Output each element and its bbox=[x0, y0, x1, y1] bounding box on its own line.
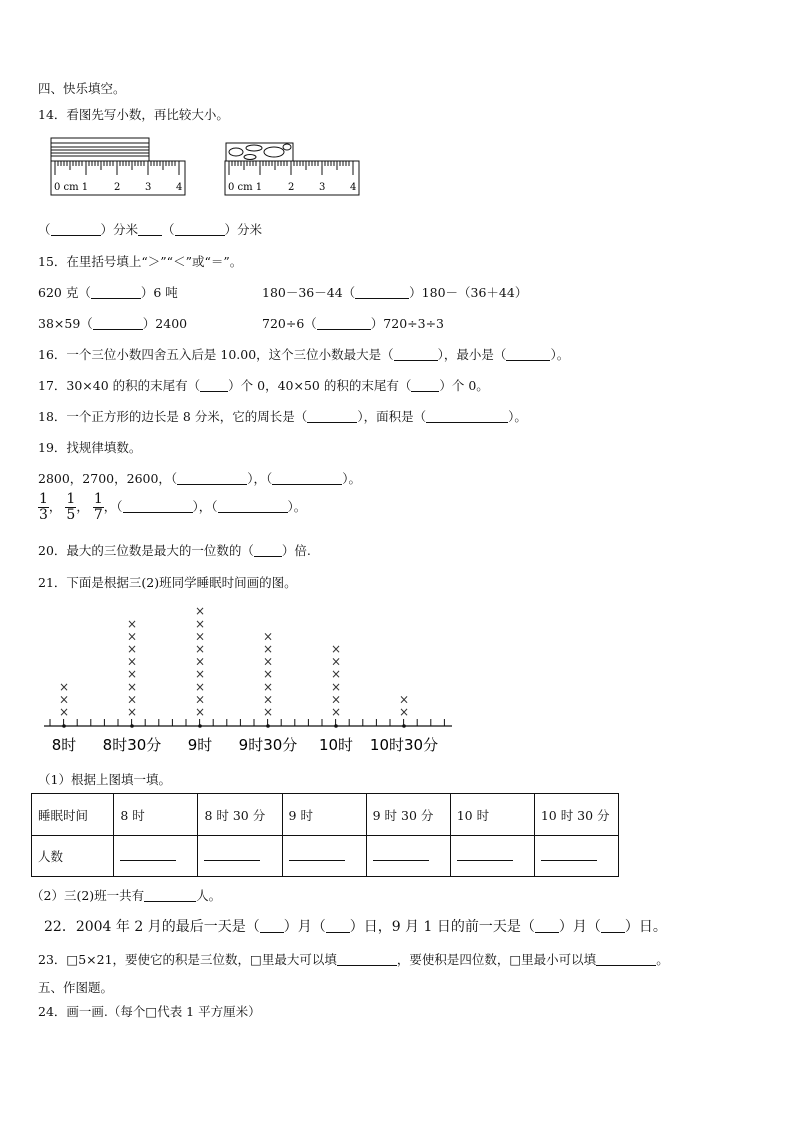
table-cell[interactable] bbox=[198, 836, 282, 877]
answer-blank[interactable] bbox=[394, 348, 438, 361]
question-22: 22．2004 年 2 月的最后一天是（ ）月（ ）日，9 月 1 日的前一天是（ ）月（ ）日。 bbox=[44, 919, 667, 935]
answer-blank[interactable] bbox=[260, 920, 284, 933]
answer-blank[interactable] bbox=[272, 472, 342, 485]
sleep-table bbox=[31, 793, 619, 877]
x-mark: × bbox=[262, 654, 274, 669]
svg-text:2: 2 bbox=[114, 182, 121, 193]
axis-point bbox=[266, 724, 270, 728]
compare-blank[interactable] bbox=[138, 223, 162, 236]
question-21: 21．下面是根据三(2)班同学睡眠时间画的图。 bbox=[38, 575, 297, 590]
q19-fractions: $\frac{1}{3}$ ， $\frac{1}{5}$ ， $\frac{1}{7}$ ，（ ），（ ）。 bbox=[39, 491, 307, 523]
x-mark: × bbox=[262, 629, 274, 644]
q19-sequence: 2800，2700，2600，（ ），（ ）。 bbox=[38, 471, 361, 486]
axis-point bbox=[334, 724, 338, 728]
x-mark: × bbox=[126, 642, 138, 656]
question-23: 23．□5×21，要使它的积是三位数，□里最大可以填 ，要使积是四位数，□里最小可以填 。 bbox=[38, 952, 669, 967]
svg-text:2: 2 bbox=[288, 182, 295, 193]
table-header-cell: 10 时 30 分 bbox=[534, 794, 618, 836]
section-5-heading: 五、作图题。 bbox=[38, 980, 114, 995]
x-mark: × bbox=[126, 692, 138, 707]
x-mark: × bbox=[330, 692, 342, 707]
x-mark: × bbox=[194, 679, 206, 694]
x-mark: × bbox=[194, 667, 206, 682]
category-label: 9时 bbox=[187, 736, 213, 754]
x-mark: × bbox=[58, 692, 70, 707]
answer-blank[interactable] bbox=[317, 317, 371, 330]
q15-row1-right: 180－36－44（ ）180－（36＋44） bbox=[262, 285, 528, 300]
x-mark: × bbox=[262, 642, 274, 656]
section-4-heading: 四、快乐填空。 bbox=[38, 81, 126, 96]
axis-point bbox=[130, 724, 134, 728]
category-label: 10时 bbox=[318, 736, 354, 754]
question-14: 14．看图先写小数，再比较大小。 bbox=[38, 107, 229, 122]
x-mark: × bbox=[194, 705, 206, 719]
x-mark: × bbox=[262, 667, 274, 682]
answer-blank[interactable] bbox=[326, 920, 350, 933]
x-mark: × bbox=[330, 654, 342, 669]
category-label: 9时30分 bbox=[238, 736, 298, 754]
answer-blank[interactable] bbox=[506, 348, 550, 361]
answer-blank[interactable] bbox=[123, 500, 193, 513]
table-cell[interactable] bbox=[366, 836, 450, 877]
x-mark: × bbox=[330, 667, 342, 682]
question-15: 15．在里括号填上“＞”“＜”或“＝”。 bbox=[38, 254, 243, 269]
x-mark: × bbox=[262, 679, 274, 694]
x-mark: × bbox=[126, 616, 138, 631]
x-mark: × bbox=[194, 616, 206, 631]
x-mark: × bbox=[262, 705, 274, 719]
x-mark: × bbox=[330, 679, 342, 694]
question-20: 20．最大的三位数是最大的一位数的（ ）倍. bbox=[38, 543, 311, 558]
answer-blank[interactable] bbox=[93, 317, 143, 330]
answer-blank[interactable] bbox=[51, 223, 101, 236]
fraction: $\frac{1}{3}$ bbox=[39, 491, 48, 523]
answer-blank[interactable] bbox=[177, 472, 247, 485]
x-mark: × bbox=[330, 705, 342, 719]
q15-row1-left: 620 克（ ）6 吨 bbox=[38, 285, 178, 300]
table-header-cell: 8 时 bbox=[114, 794, 198, 836]
answer-blank[interactable] bbox=[91, 286, 141, 299]
axis-point bbox=[198, 724, 202, 728]
x-mark: × bbox=[194, 642, 206, 656]
table-row-label: 人数 bbox=[32, 836, 114, 877]
svg-text:3: 3 bbox=[145, 182, 152, 193]
question-19: 19．找规律填数。 bbox=[38, 440, 142, 455]
answer-blank[interactable] bbox=[596, 953, 656, 966]
axis-point bbox=[402, 724, 406, 728]
category-label: 8时30分 bbox=[102, 736, 162, 754]
table-header-row bbox=[32, 794, 619, 836]
question-18: 18．一个正方形的边长是 8 分米，它的周长是（ ），面积是（ ）。 bbox=[38, 409, 527, 424]
table-cell[interactable] bbox=[534, 836, 618, 877]
table-cell[interactable] bbox=[114, 836, 198, 877]
sleep-time-line-plot bbox=[30, 598, 470, 758]
table-header-cell: 睡眠时间 bbox=[32, 794, 114, 836]
x-mark: × bbox=[58, 705, 70, 719]
x-mark: × bbox=[58, 679, 70, 694]
svg-text:4: 4 bbox=[176, 182, 183, 193]
ruler-1 bbox=[51, 138, 185, 195]
answer-blank[interactable] bbox=[601, 920, 625, 933]
q21-sub1: （1）根据上图填一填。 bbox=[38, 772, 171, 787]
q14-answer-line: （ ）分米 （ ）分米 bbox=[38, 222, 263, 237]
question-16: 16．一个三位小数四舍五入后是 10.00，这个三位小数最大是（ ），最小是（ ）。 bbox=[38, 347, 570, 362]
q21-sub2: （2）三(2)班一共有 人。 bbox=[31, 888, 222, 903]
svg-text:0 cm 1: 0 cm 1 bbox=[54, 182, 89, 193]
svg-text:0 cm 1: 0 cm 1 bbox=[228, 182, 263, 193]
x-mark: × bbox=[126, 705, 138, 719]
x-mark: × bbox=[194, 692, 206, 707]
table-cell[interactable] bbox=[282, 836, 366, 877]
x-mark: × bbox=[194, 629, 206, 644]
answer-blank[interactable] bbox=[307, 410, 357, 423]
q15-row2-right: 720÷6（ ）720÷3÷3 bbox=[262, 316, 445, 331]
x-mark: × bbox=[262, 692, 274, 707]
table-header-cell: 9 时 30 分 bbox=[366, 794, 450, 836]
x-mark: × bbox=[194, 604, 206, 619]
table-header-cell: 9 时 bbox=[282, 794, 366, 836]
answer-blank[interactable] bbox=[200, 379, 228, 392]
answer-blank[interactable] bbox=[337, 953, 397, 966]
answer-blank[interactable] bbox=[175, 223, 225, 236]
answer-blank[interactable] bbox=[355, 286, 409, 299]
answer-blank[interactable] bbox=[254, 544, 282, 557]
category-label: 8时 bbox=[51, 736, 77, 754]
x-mark: × bbox=[126, 667, 138, 682]
fraction: $\frac{1}{5}$ bbox=[66, 491, 76, 523]
x-mark: × bbox=[330, 642, 342, 656]
category-label: 10时30分 bbox=[369, 736, 439, 754]
answer-blank[interactable] bbox=[426, 410, 508, 423]
svg-text:3: 3 bbox=[319, 182, 326, 193]
table-header-cell: 10 时 bbox=[450, 794, 534, 836]
x-mark: × bbox=[126, 654, 138, 669]
ruler-2 bbox=[225, 143, 359, 195]
table-header-cell: 8 时 30 分 bbox=[198, 794, 282, 836]
x-mark: × bbox=[398, 705, 410, 719]
answer-blank[interactable] bbox=[411, 379, 439, 392]
answer-blank[interactable] bbox=[144, 889, 196, 902]
question-24: 24．画一画.（每个□代表 1 平方厘米） bbox=[38, 1004, 261, 1019]
axis-point bbox=[62, 724, 66, 728]
svg-text:4: 4 bbox=[350, 182, 357, 193]
answer-blank[interactable] bbox=[535, 920, 559, 933]
ruler-figures bbox=[48, 135, 368, 201]
x-mark: × bbox=[126, 679, 138, 694]
answer-blank[interactable] bbox=[218, 500, 288, 513]
x-mark: × bbox=[194, 654, 206, 669]
table-row bbox=[32, 836, 619, 877]
x-mark: × bbox=[398, 692, 410, 707]
table-cell[interactable] bbox=[450, 836, 534, 877]
fraction: $\frac{1}{7}$ bbox=[93, 491, 103, 523]
question-17: 17．30×40 的积的末尾有（ ）个 0，40×50 的积的末尾有（ ）个 0。 bbox=[38, 378, 489, 393]
x-mark: × bbox=[126, 629, 138, 644]
q15-row2-left: 38×59（ ）2400 bbox=[38, 316, 188, 331]
